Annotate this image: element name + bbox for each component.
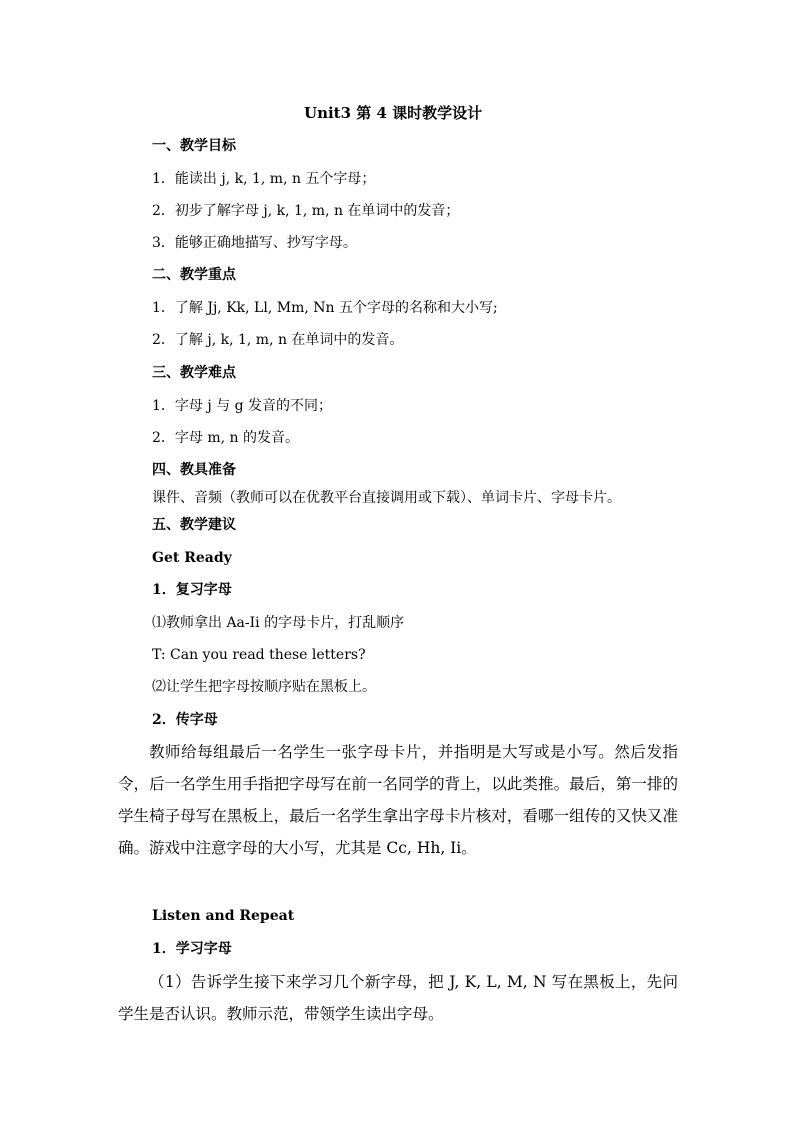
pass-letters-paragraph: 教师给每组最后一名学生一张字母卡片，并指明是大写或是小写。然后发指令，后一名学生用手指把字母写在前一名同学的背上，以此类推。最后，第一排的学生椅子母写在黑板上，最后一名学生拿出字母卡片核对，看哪一组传的又快又准确。游戏中注意字母的大小写，尤其是 Cc, Hh, Ii。 (118, 743, 678, 857)
list-item: 1．字母 j 与 g 发音的不同； (152, 398, 333, 414)
list-item: 2．字母 m, n 的发音。 (152, 430, 299, 446)
section-heading-prep: 四、教具准备 (152, 462, 236, 478)
section-heading-suggestions: 五、教学建议 (152, 517, 236, 533)
step-line: T: Can you read these letters? (152, 647, 366, 663)
section-heading-key-points: 二、教学重点 (152, 267, 236, 283)
step-line: ⑴教师拿出 Aa-Ii 的字母卡片，打乱顺序 (152, 615, 405, 631)
subheading-review-letters: 1．复习字母 (152, 582, 232, 598)
list-item: 3．能够正确地描写、抄写字母。 (152, 235, 357, 251)
learn-letters-paragraph: （1）告诉学生接下来学习几个新字母，把 J, K, L, M, N 写在黑板上，先问学生是否认识。教师示范，带领学生读出字母。 (118, 973, 678, 1023)
page-title: Unit3 第 4 课时教学设计 (304, 104, 483, 122)
section-heading-goals: 一、教学目标 (152, 138, 236, 154)
list-item: 2．了解 j, k, 1, m, n 在单词中的发音。 (152, 332, 404, 348)
prep-text: 课件、音频（教师可以在优教平台直接调用或下载）、单词卡片、字母卡片。 (152, 490, 621, 506)
subheading-learn-letters: 1．学习字母 (152, 941, 232, 957)
section-heading-difficulties: 三、教学难点 (152, 365, 236, 381)
step-line: ⑵让学生把字母按顺序贴在黑板上。 (152, 679, 376, 695)
subheading-pass-letters: 2．传字母 (152, 712, 218, 728)
list-item: 2．初步了解字母 j, k, 1, m, n 在单词中的发音； (152, 203, 460, 219)
list-item: 1．能读出 j, k, 1, m, n 五个字母； (152, 171, 376, 187)
list-item: 1．了解 Jj, Kk, Ll, Mm, Nn 五个字母的名称和大小写; (152, 300, 498, 316)
subheading-get-ready: Get Ready (152, 550, 232, 566)
subheading-listen-repeat: Listen and Repeat (152, 908, 295, 924)
